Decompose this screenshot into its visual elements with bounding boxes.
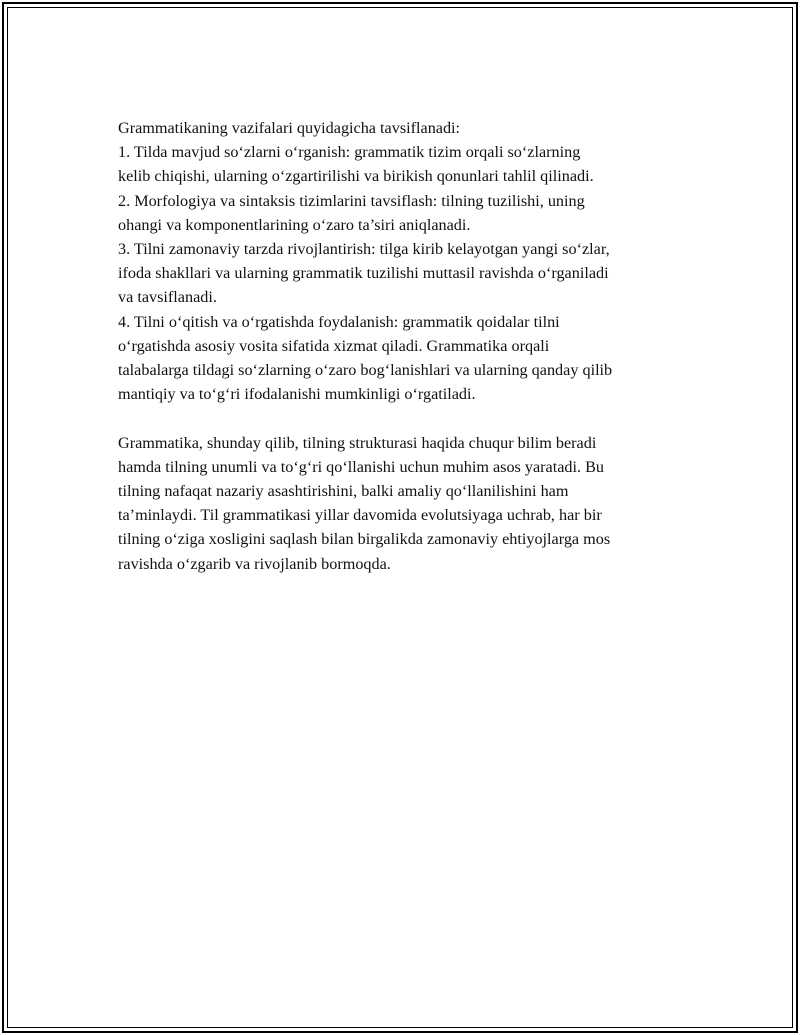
- paragraph-functions: [118, 116, 698, 406]
- document-body: [118, 116, 698, 576]
- text-line: 4. Tilni o‘qitish va o‘rgatishda foydalanish: grammatik qoidalar tilni: [118, 312, 560, 331]
- paragraph-conclusion: [118, 431, 698, 576]
- text-line: Grammatika, shunday qilib, tilning strukturasi haqida chuqur bilim beradi: [118, 433, 597, 452]
- text-line: ohangi va komponentlarining o‘zaro ta’siri aniqlanadi.: [118, 215, 471, 234]
- text-line: ravishda o‘zgarib va rivojlanib bormoqda.: [118, 554, 391, 573]
- text-line: 1. Tilda mavjud so‘zlarni o‘rganish: grammatik tizim orqali so‘zlarning: [118, 143, 581, 162]
- text-line: ifoda shakllari va ularning grammatik tuzilishi muttasil ravishda o‘rganiladi: [118, 264, 609, 283]
- text-line: tilning o‘ziga xosligini saqlash bilan birgalikda zamonaviy ehtiyojlarga mos: [118, 530, 611, 549]
- text-line: kelib chiqishi, ularning o‘zgartirilishi va birikish qonunlari tahlil qilinadi.: [118, 167, 594, 186]
- text-line: 3. Tilni zamonaviy tarzda rivojlantirish: tilga kirib kelayotgan yangi so‘zlar,: [118, 240, 610, 259]
- text-line: va tavsiflanadi.: [118, 288, 217, 307]
- text-line: ta’minlaydi. Til grammatikasi yillar davomida evolutsiyaga uchrab, har bir: [118, 506, 602, 525]
- paragraph-gap: [118, 406, 698, 430]
- text-line: 2. Morfologiya va sintaksis tizimlarini tavsiflash: tilning tuzilishi, uning: [118, 191, 585, 210]
- text-line: Grammatikaning vazifalari quyidagicha tavsiflanadi:: [118, 119, 461, 137]
- text-line: tilning nafaqat nazariy asashtirishini, balki amaliy qo‘llanilishini ham: [118, 482, 569, 501]
- text-line: hamda tilning unumli va to‘g‘ri qo‘llanishi uchun muhim asos yaratadi. Bu: [118, 457, 604, 476]
- text-line: o‘rgatishda asosiy vosita sifatida xizmat qiladi. Grammatika orqali: [118, 336, 550, 355]
- text-line: talabalarga tildagi so‘zlarning o‘zaro bog‘lanishlari va ularning qanday qilib: [118, 361, 613, 380]
- text-line: mantiqiy va to‘g‘ri ifodalanishi mumkinligi o‘rgatiladi.: [118, 385, 476, 404]
